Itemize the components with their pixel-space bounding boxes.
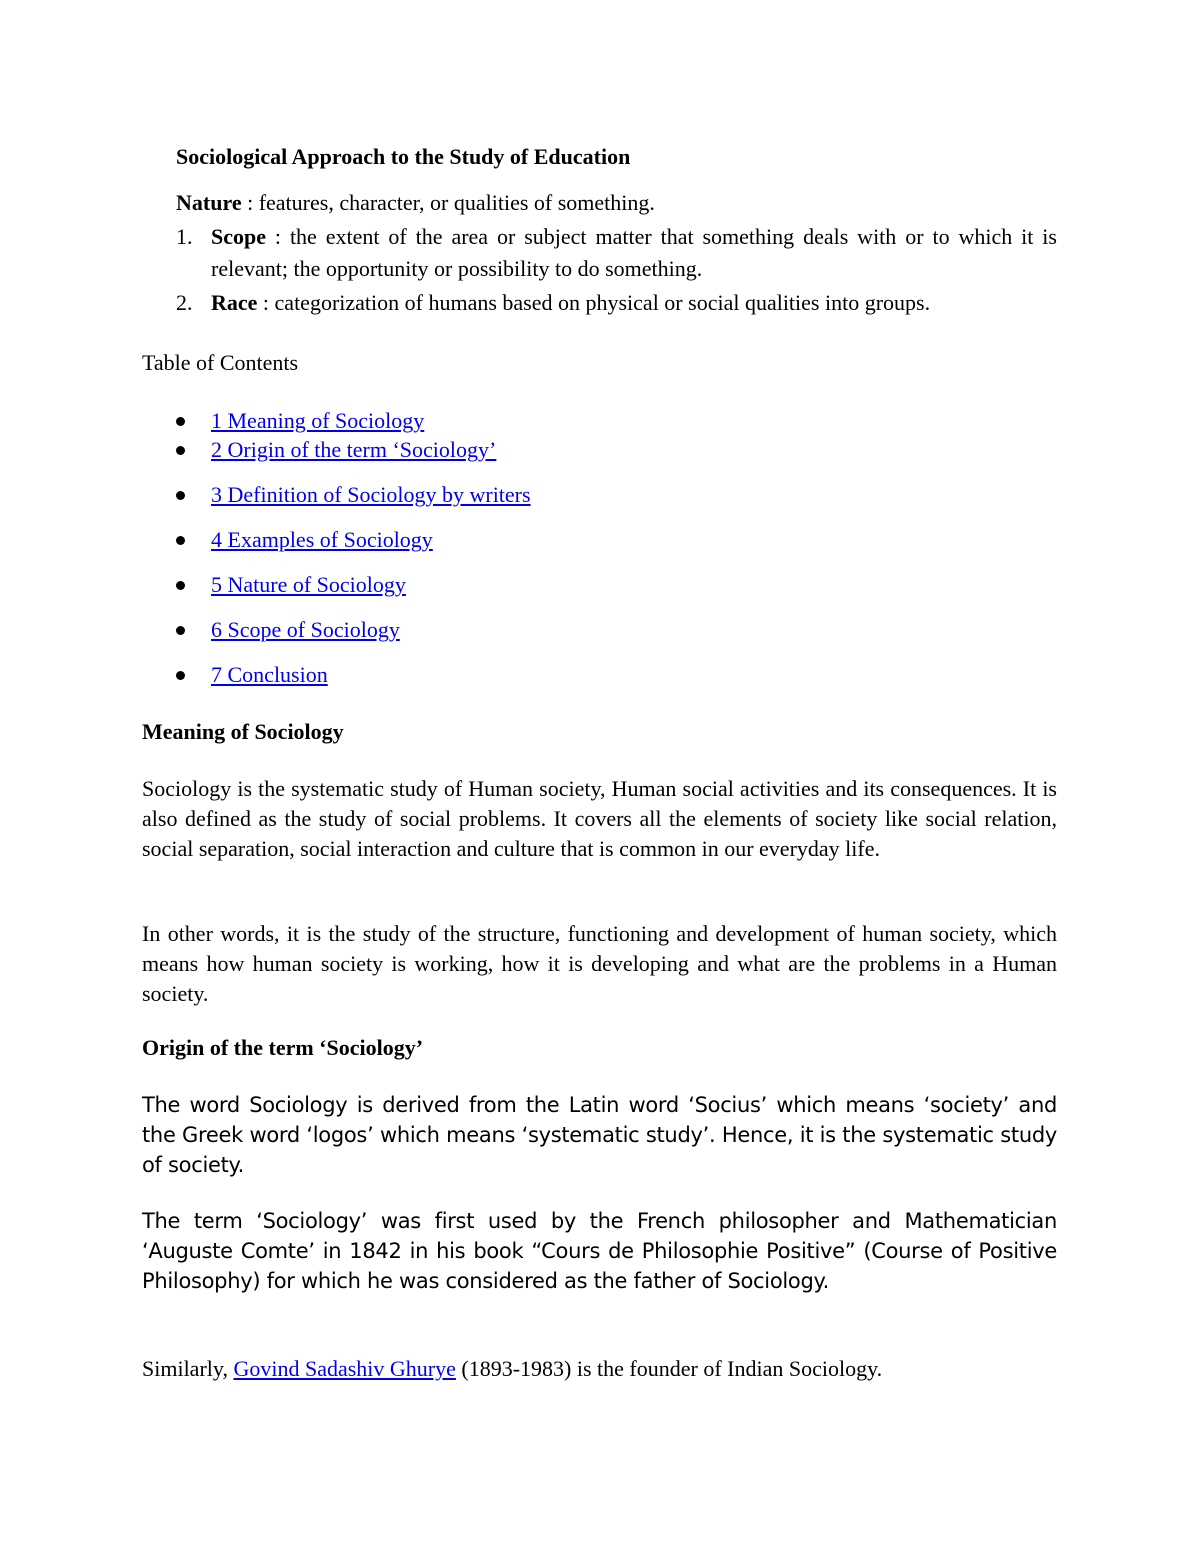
p3-before: Similarly, [142, 1356, 234, 1381]
title-text: Sociological Approach to the Study of Education [176, 144, 631, 169]
origin-paragraph-2: The term ‘Sociology’ was first used by the French philosopher and Mathematician ‘Auguste Comte’ in 1842 in his book “Cours de Philosophie Positive” (Course of Positive Philosophy) for which he was considered as the father of Sociology. [142, 1209, 1057, 1293]
nature-text: : features, character, or qualities of something. [241, 190, 655, 215]
bullet-icon [176, 626, 185, 635]
scope-definition [176, 221, 1057, 285]
toc-link-conclusion[interactable]: 7 Conclusion [211, 662, 328, 687]
scope-term: Scope [211, 224, 266, 249]
toc-link-origin[interactable]: 2 Origin of the term ‘Sociology’ [211, 437, 497, 462]
nature-term: Nature [176, 190, 242, 215]
toc-link-meaning[interactable]: 1 Meaning of Sociology [211, 408, 425, 433]
toc-heading: Table of Contents [142, 350, 299, 375]
scope-text: : the extent of the area or subject matter that something deals with or to which it is relevant; the opportunity or possibility to do something. [211, 224, 1057, 281]
origin-heading-text: Origin of the term ‘Sociology’ [142, 1035, 424, 1060]
meaning-paragraph-1: Sociology is the systematic study of Human society, Human social activities and its consequences. It is also defined as the study of social problems. It covers all the elements of society like social relation, social separation, social interaction and culture that is common in our everyday life. [142, 776, 1057, 861]
race-text: : categorization of humans based on physical or social qualities into groups. [257, 290, 931, 315]
bullet-icon [176, 417, 185, 426]
list-number: 1. [176, 224, 193, 249]
origin-paragraph-1: The word Sociology is derived from the Latin word ‘Socius’ which means ‘society’ and the Greek word ‘logos’ which means ‘systematic study’. Hence, it is the systematic study of society. [142, 1093, 1057, 1177]
origin-heading [142, 1033, 1057, 1063]
race-definition [176, 287, 1057, 319]
meaning-paragraph-2: In other words, it is the study of the structure, functioning and development of human society, which means how human society is working, how it is developing and what are the problems in a Human society. [142, 921, 1057, 1006]
ghurye-link[interactable]: Govind Sadashiv Ghurye [233, 1356, 456, 1381]
nature-definition [176, 188, 1091, 218]
race-term: Race [211, 290, 258, 315]
list-number: 2. [176, 290, 193, 315]
p3-after: (1893-1983) is the founder of Indian Sociology. [455, 1356, 883, 1381]
origin-paragraph-3 [142, 1354, 1057, 1384]
bullet-icon [176, 536, 185, 545]
toc-link-scope[interactable]: 6 Scope of Sociology [211, 617, 400, 642]
bullet-icon [176, 581, 185, 590]
toc-link-nature[interactable]: 5 Nature of Sociology [211, 572, 406, 597]
toc-link-examples[interactable]: 4 Examples of Sociology [211, 527, 433, 552]
meaning-heading-text: Meaning of Sociology [142, 719, 344, 744]
meaning-heading [142, 717, 1057, 747]
toc-link-definition[interactable]: 3 Definition of Sociology by writers [211, 482, 531, 507]
document-title [176, 142, 1091, 172]
bullet-icon [176, 671, 185, 680]
bullet-icon [176, 491, 185, 500]
bullet-icon [176, 446, 185, 455]
